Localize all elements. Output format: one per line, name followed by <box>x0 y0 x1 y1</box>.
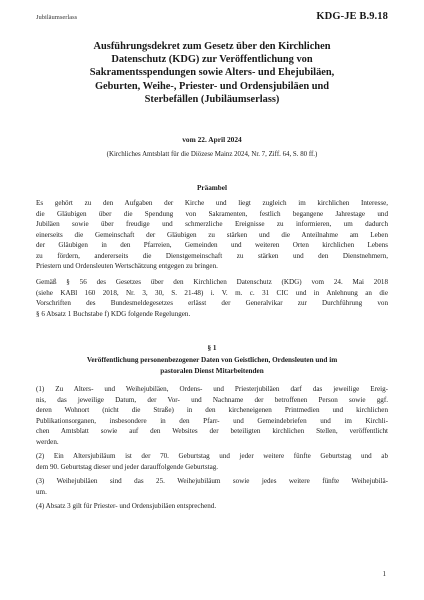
running-title: Jubiläumserlass <box>36 14 78 21</box>
text-line: Es gehört zu den Aufgaben der Kirche und liegt zugleich im kirchlichen Interesse, <box>36 199 388 207</box>
preamble-paragraph-2 <box>36 277 388 319</box>
text-line: um. <box>36 487 47 496</box>
section-number: § 1 <box>207 344 217 352</box>
text-line: (3) Weihejubiläen sind das 25. Weihejubiläum sowie jedes weitere fünfte Weihejubilä- <box>36 477 388 485</box>
text-line: § 6 Absatz 1 Buchstabe f) KDG folgende Regelungen. <box>36 309 191 318</box>
section-heading <box>36 355 388 376</box>
title-line: Ausführungsdekret zum Gesetz über den Kirchlichen <box>93 41 331 52</box>
text-line: Jubiläen sowie über freudige und schmerzliche Ereignisse zu informieren, um dadurch <box>36 220 388 228</box>
text-line: nis, das jeweilige Datum, der Vor- und Nachname der betroffenen Person sowie ggf. <box>36 395 388 404</box>
source-citation: (Kirchliches Amtsblatt für die Diözese Mainz 2024, Nr. 7, Ziff. 64, S. 80 ff.) <box>106 151 318 158</box>
text-line: der Gläubigen in den Pfarreien, Gemeinden und weiteren Orten kirchlichen Lebens <box>36 241 388 249</box>
section1-paragraph-1 <box>36 384 388 447</box>
document-code: KDG-JE B.9.18 <box>316 11 388 22</box>
section1-paragraph-4 <box>36 501 388 512</box>
preamble-heading: Präambel <box>197 184 227 192</box>
text-line: (2) Ein Altersjubiläum ist der 70. Geburtstag und jeder weitere fünfte Geburtstag und ab <box>36 452 388 460</box>
text-line: Gemäß § 56 des Gesetzes über den Kirchlichen Datenschutz (KDG) vom 24. Mai 2018 <box>36 278 388 286</box>
page-number: 1 <box>382 570 386 578</box>
section1-paragraph-3 <box>36 476 388 497</box>
text-line: Vorschriften des Bundesmeldegesetzes erlässt der Generalvikar zur Durchführung von <box>36 299 388 307</box>
text-line: (1) Zu Alters- und Weihejubiläen, Ordens- und Priesterjubiläen darf das jeweilige Ereig- <box>36 385 388 393</box>
text-line: werden. <box>36 437 59 446</box>
preamble-paragraph-1 <box>36 198 388 272</box>
document-date: vom 22. April 2024 <box>182 135 242 144</box>
document-title <box>44 40 380 106</box>
text-line: die Gläubigen über die Spendung von Sakramenten, festlich begangene Jahrestage und <box>36 209 388 218</box>
title-line: Sakramentsspendungen sowie Alters- und Ehejubiläen, <box>89 67 335 79</box>
text-line: zu fördern, andererseits die Dienstgemeinschaft zu stärken und den Dienstnehmern, <box>36 251 388 260</box>
section-heading-line: pastoralen Dienst Mitarbeitenden <box>160 366 264 375</box>
section-heading-line: Veröffentlichung personenbezogener Daten von Geistlichen, Ordensleuten und im <box>86 356 338 364</box>
text-line: chen Amtsblatt sowie auf den Websites der beteiligten kirchlichen Stellen, veröffentlicht <box>36 427 388 435</box>
title-line: Geburten, Weihe-, Priester- und Ordensjubiläen und <box>94 80 330 92</box>
text-line: (4) Absatz 3 gilt für Priester- und Ordensjubiläen entsprechend. <box>36 502 217 510</box>
text-line: dem 90. Geburtstag dieser und jeder darauffolgende Geburtstag. <box>36 462 219 471</box>
text-line: (siehe KABl 160 2018, Nr. 3, 30, S. 21-48) i. V. m. c. 31 CIC und in Anlehnung an die <box>36 288 388 297</box>
section1-paragraph-2 <box>36 451 388 472</box>
text-line: Priestern und Ordensleuten Wertschätzung entgegen zu bringen. <box>36 262 218 270</box>
text-line: deren Wohnort (nicht die Straße) in den kircheneigenen Printmedien und kirchlichen <box>36 406 388 414</box>
title-line: Datenschutz (KDG) zur Veröffentlichung von <box>111 54 313 66</box>
text-line: einerseits die Gemeinschaft der Gläubigen zu stärken und die Anteilnahme am Leben <box>36 230 388 239</box>
text-line: Publikationsorganen, insbesondere in den Pfarr- und Gemeindebriefen und im Kirchli- <box>36 416 388 425</box>
title-line: Sterbefällen (Jubiläumserlass) <box>144 93 280 105</box>
